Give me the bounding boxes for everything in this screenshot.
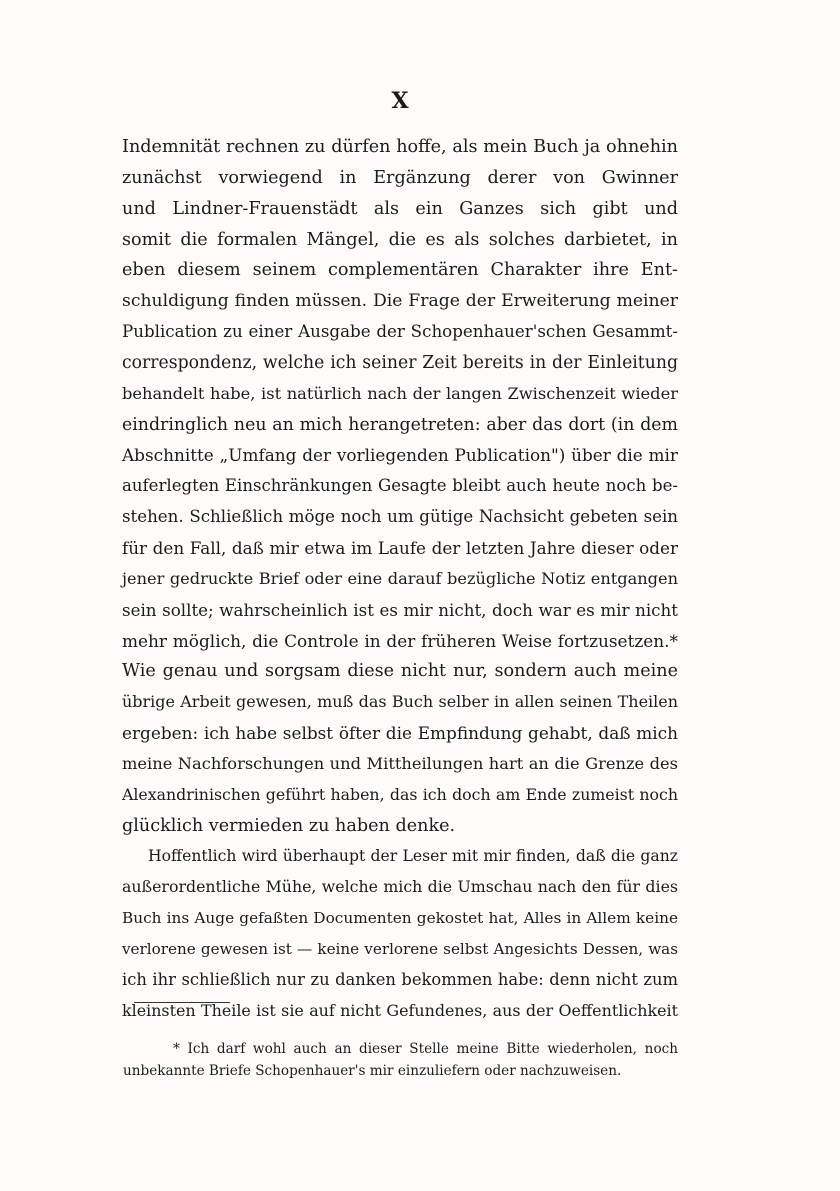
text-line: ich ihr schließlich nur zu danken bekommen habe: denn nicht zum — [122, 969, 678, 989]
text-line: verlorene gewesen ist — keine verlorene selbst Angesichts Dessen, was — [122, 939, 678, 958]
text-line: übrige Arbeit gewesen, muß das Buch selber in allen seinen Theilen — [122, 692, 678, 712]
text-line: Publication zu einer Ausgabe der Schopenhauer'schen Gesammt- — [122, 322, 678, 342]
page-number: X — [391, 88, 409, 114]
text-line: correspondenz, welche ich seiner Zeit bereits in der Einleitung — [122, 352, 678, 373]
text-line: eindringlich neu an mich herangetreten: aber das dort (in dem — [122, 414, 678, 435]
text-line: Alexandrinischen geführt haben, das ich doch am Ende zumeist noch — [122, 784, 678, 804]
text-line: behandelt habe, ist natürlich nach der langen Zwischenzeit wieder — [122, 383, 678, 403]
text-line: ergeben: ich habe selbst öfter die Empfindung gehabt, daß mich — [122, 723, 678, 744]
text-line: somit die formalen Mängel, die es als solches darbietet, in — [122, 229, 678, 250]
text-line: mehr möglich, die Controle in der früheren Weise fortzusetzen.* — [122, 630, 678, 651]
text-line: meine Nachforschungen und Mittheilungen hart an die Grenze des — [122, 753, 678, 773]
text-line: Wie genau und sorgsam diese nicht nur, sondern auch meine — [122, 661, 678, 682]
text-line: schuldigung finden müssen. Die Frage der Erweiterung meiner — [122, 291, 678, 312]
text-line: und Lindner-Frauenstädt als ein Ganzes sich gibt und — [122, 198, 678, 219]
text-line: glücklich vermieden zu haben denke. — [122, 815, 456, 836]
text-line: eben diesem seinem complementären Charakter ihre Ent- — [122, 260, 678, 281]
text-line: Buch ins Auge gefaßten Documenten gekostet hat, Alles in Allem keine — [122, 909, 678, 928]
footnote — [123, 1038, 678, 1082]
text-line: zunächst vorwiegend in Ergänzung derer von Gwinner — [122, 167, 678, 188]
text-line: Indemnität rechnen zu dürfen hoffe, als mein Buch ja ohnehin — [122, 137, 678, 157]
text-line: außerordentliche Mühe, welche mich die Umschau nach den für dies — [122, 877, 678, 897]
text-line: jener gedruckte Brief oder eine darauf bezügliche Notiz entgangen — [122, 568, 678, 588]
text-line: für den Fall, daß mir etwa im Laufe der letzten Jahre dieser oder — [122, 537, 678, 558]
footnote-separator — [134, 1002, 230, 1003]
text-line: auferlegten Einschränkungen Gesagte bleibt auch heute noch be- — [122, 476, 678, 496]
text-line: kleinsten Theile ist sie auf nicht Gefundenes, aus der Oeffentlichkeit — [122, 1000, 678, 1020]
text-line: Hoffentlich wird überhaupt der Leser mit mir finden, daß die ganz — [148, 847, 678, 866]
text-line: stehen. Schließlich möge noch um gütige Nachsicht gebeten sein — [122, 507, 678, 527]
text-line: Abschnitte „Umfang der vorliegenden Publication") über die mir — [122, 445, 678, 466]
main-text — [122, 132, 678, 1026]
text-line: sein sollte; wahrscheinlich ist es mir nicht, doch war es mir nicht — [122, 599, 678, 620]
footnote-line: unbekannte Briefe Schopenhauer's mir einzuliefern oder nachzuweisen. — [123, 1063, 622, 1079]
footnote-line: * Ich darf wohl auch an dieser Stelle meine Bitte wiederholen, noch — [173, 1041, 678, 1057]
